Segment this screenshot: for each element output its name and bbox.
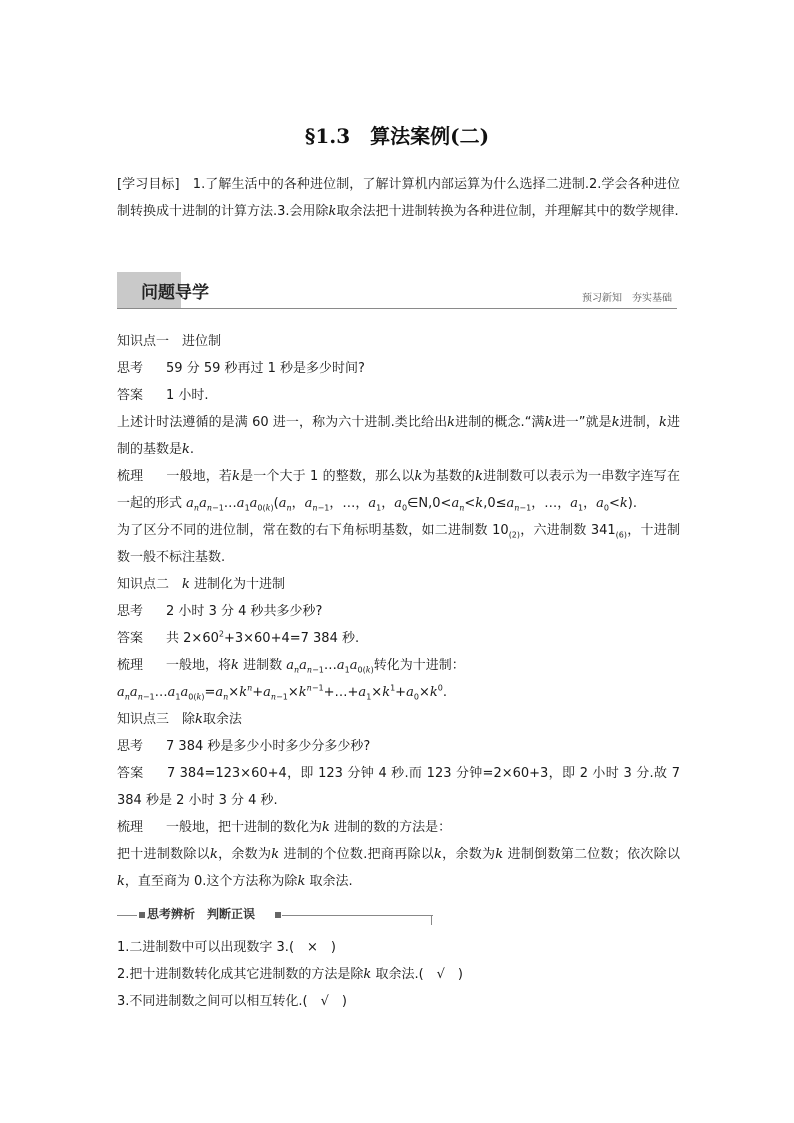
kp3-answer: 答案 7 384=123×60+4，即 123 分钟 4 秒.而 123 分钟=2×60+3，即 2 小时 3 分.故 7 384 秒是 2 小时 3 分 4 秒. xyxy=(117,766,680,808)
kp3-title: 知识点三 除k取余法 xyxy=(117,712,242,727)
kp1-think: 思考 59 分 59 秒再过 1 秒是多少时间? xyxy=(117,361,365,376)
kp2-answer: 答案 共 $2\times 60^2+3\times 60+4=7$ 384 秒. xyxy=(117,629,360,646)
page-title: §1.3 算法案例(二) xyxy=(304,124,490,148)
kp3-method: 把十进制数除以k，余数为k 进制的个位数.把商再除以k，余数为k 进制倒数第二位数；依次除以k，直至商为 0.这个方法称为除k 取余法. xyxy=(117,847,680,889)
kp1-paragraph: 上述计时法遵循的是满 60 进一，称为六十进制.类比给出k进制的概念.“满k进一”就是k进制，k进制的基数是k. xyxy=(117,415,680,457)
learning-objectives: [学习目标] 1.了解生活中的各种进位制，了解计算机内部运算为什么选择二进制.2.学会各种进位制转换成十进制的计算方法.3.会用除k取余法把十进制转换为各种进位制，并理解其中的数学规律. xyxy=(117,177,680,219)
main-content xyxy=(117,328,680,895)
kp2-title: 知识点二 k 进制化为十进制 xyxy=(117,577,286,592)
kp2-summary: 梳理 一般地，将k 进制数 $a_na_{n-1}\dots a_1a_{0(k)}$转化为十进制： xyxy=(117,658,465,675)
kp2-think: 思考 2 小时 3 分 4 秒共多少秒? xyxy=(117,604,323,619)
section-subtitle: 预习新知 夯实基础 xyxy=(582,293,672,304)
objective-tag: [学习目标] xyxy=(117,177,180,192)
kp3-think: 思考 7 384 秒是多少小时多少分多少秒? xyxy=(117,739,371,754)
judge-item-2: 2.把十进制数转化成其它进制数的方法是除k 取余法.( √ ) xyxy=(117,967,463,982)
judge-item-3: 3.不同进制数之间可以相互转化.( √ ) xyxy=(117,994,347,1009)
kp1-answer: 答案 1 小时. xyxy=(117,388,209,403)
exercise-box-title: 思考辨析 判断正误 xyxy=(147,907,256,921)
exercise-box-header xyxy=(117,905,433,923)
kp3-summary: 梳理 一般地，把十进制的数化为k 进制的数的方法是： xyxy=(117,820,452,835)
square-bullet-icon xyxy=(139,912,145,918)
section-header xyxy=(117,272,677,309)
kp2-formula: $a_na_{n-1}\dots a_1a_{0(k)}=a_n\times k^n+a_{n-1}\times k^{n-1}+\dots+a_1\times k^1+a_0\times k^0$. xyxy=(117,683,447,702)
kp1-summary: 梳理 一般地，若k是一个大于 1 的整数，那么以k为基数的k进制数可以表示为一串数字连写在一起的形式 $a_na_{n-1}\dots a_1a_{0(k)}(a_n$，$a_{n-1}$，…，$a_1$，$a_0\in N,0<a_n<k,0\le a_{n-1}$，…，$a_1$，$a_0<k$). xyxy=(117,469,680,513)
square-bullet-icon xyxy=(275,912,281,918)
kp1-note: 为了区分不同的进位制，常在数的右下角标明基数，如二进制数 $10_{(2)}$，六进制数 $341_{(6)}$，十进制数一般不标注基数. xyxy=(117,523,680,565)
true-false-list xyxy=(117,934,680,1015)
kp1-title: 知识点一 进位制 xyxy=(117,334,222,349)
judge-item-1: 1.二进制数中可以出现数字 3.( × ) xyxy=(117,940,336,955)
section-heading: 问题导学 xyxy=(141,283,209,303)
